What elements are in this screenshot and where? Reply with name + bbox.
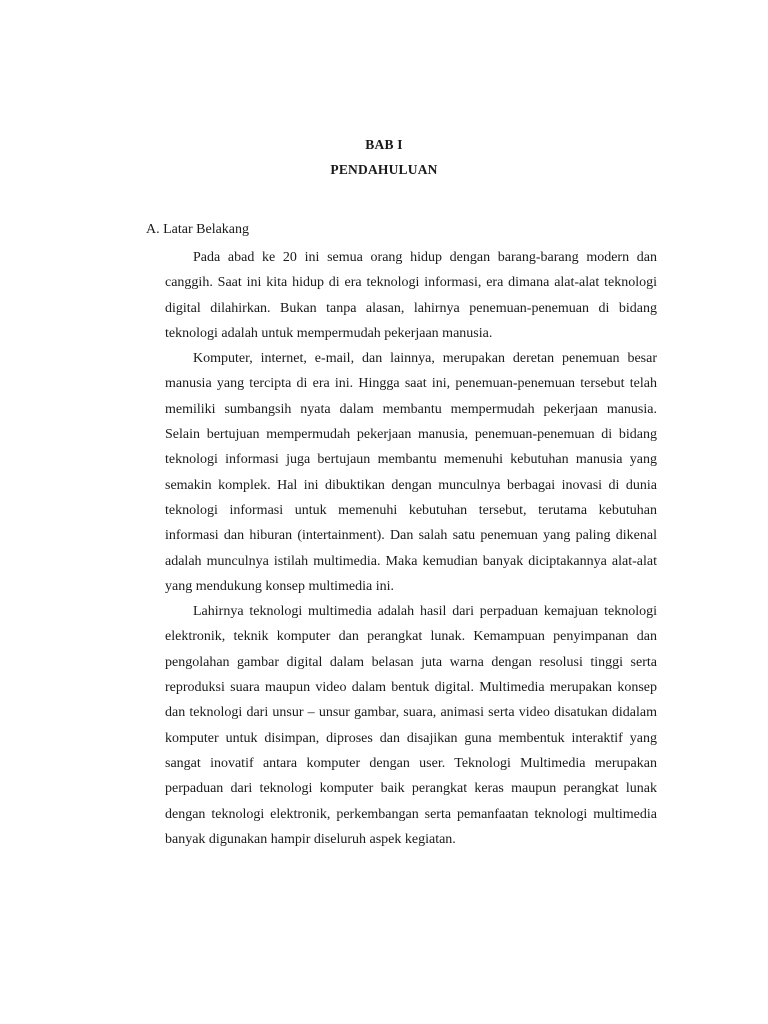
- chapter-title: PENDAHULUAN: [330, 162, 438, 177]
- paragraph-3: Lahirnya teknologi multimedia adalah hasil dari perpaduan kemajuan teknologi elektronik, teknik komputer dan perangkat lunak. Kemampuan penyimpanan dan pengolahan gambar digital dalam belasan juta warna dengan resolusi tinggi serta reproduksi suara maupun video dalam bentuk digital. Multimedia merupakan konsep dan teknologi dari unsur – unsur gambar, suara, animasi serta video disatukan didalam komputer untuk disimpan, diproses dan disajikan guna membentuk interaktif yang sangat inovatif antara komputer dengan user. Teknologi Multimedia merupakan perpaduan dari teknologi komputer baik perangkat keras maupun perangkat lunak dengan teknologi elektronik, perkembangan serta pemanfaatan teknologi multimedia banyak digunakan hampir diseluruh aspek kegiatan.: [165, 604, 657, 847]
- section-body: [165, 245, 657, 852]
- chapter-number: BAB I: [365, 137, 403, 152]
- paragraph-2: Komputer, internet, e-mail, dan lainnya, merupakan deretan penemuan besar manusia yang tercipta di era ini. Hingga saat ini, penemuan-penemuan tersebut telah memiliki sumbangsih nyata dalam membantu mempermudah pekerjaan manusia. Selain bertujuan mempermudah pekerjaan manusia, penemuan-penemuan di bidang teknologi informasi juga bertujaun membantu memenuhi kebutuhan manusia yang semakin komplek. Hal ini dibuktikan dengan munculnya berbagai inovasi di dunia teknologi informasi untuk memenuhi kebutuhan tersebut, terutama kebutuhan informasi dan hiburan (intertainment). Dan salah satu penemuan yang paling dikenal adalah munculnya istilah multimedia. Maka kemudian banyak diciptakannya alat-alat yang mendukung konsep multimedia ini.: [165, 351, 657, 594]
- section-heading: A. Latar Belakang: [146, 222, 250, 237]
- paragraph-1: Pada abad ke 20 ini semua orang hidup dengan barang-barang modern dan canggih. Saat ini kita hidup di era teknologi informasi, era dimana alat-alat teknologi digital dilahirkan. Bukan tanpa alasan, lahirnya penemuan-penemuan di bidang teknologi adalah untuk mempermudah pekerjaan manusia.: [165, 250, 657, 341]
